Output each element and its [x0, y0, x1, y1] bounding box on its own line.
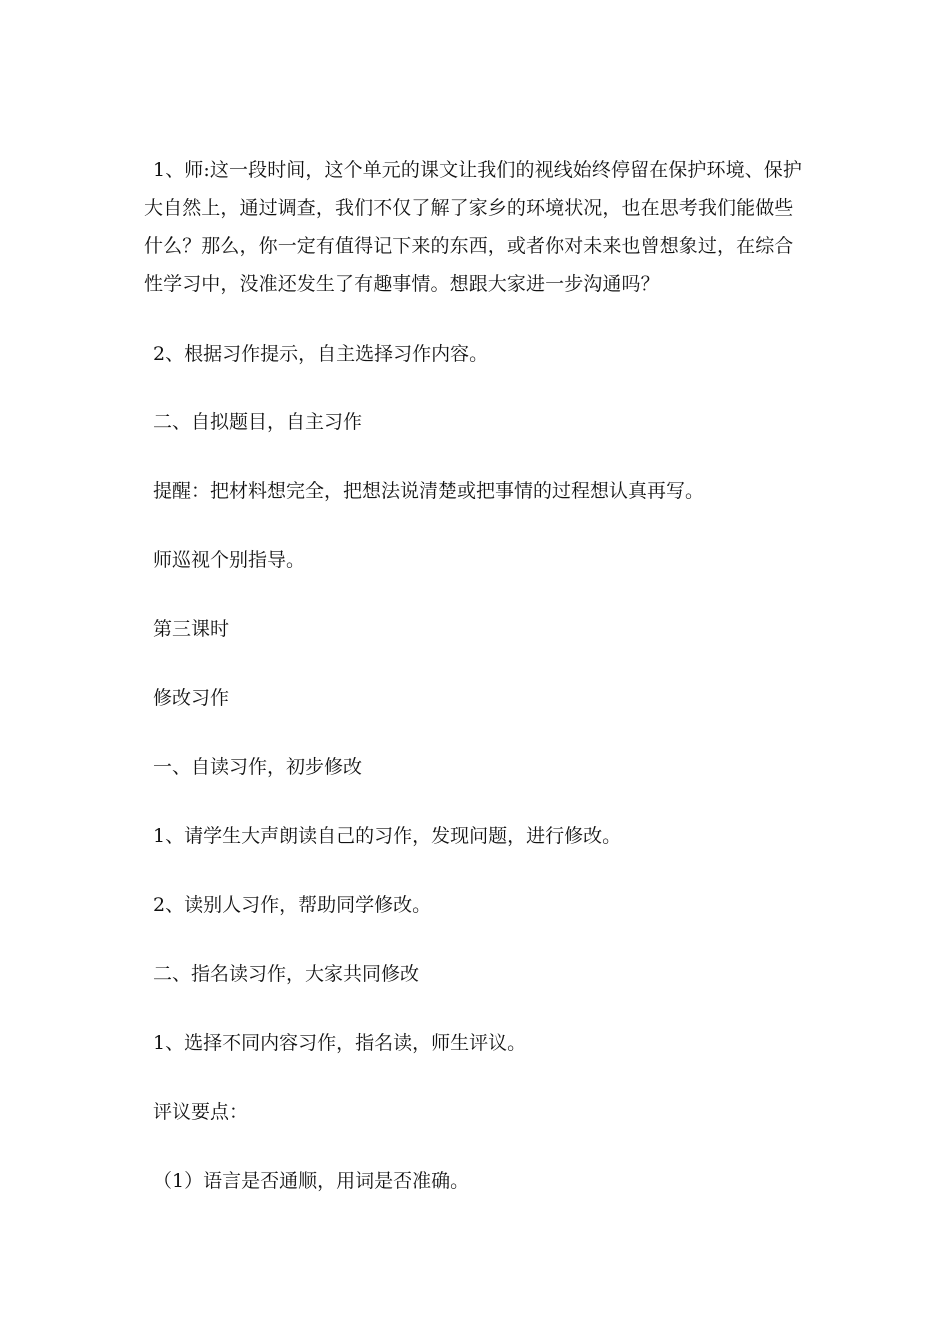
step-read-aloud: 1、请学生大声朗读自己的习作，发现问题，进行修改。 [153, 825, 622, 847]
section-heading-write: 二、自拟题目，自主习作 [153, 411, 363, 433]
evaluation-point-1: （1）语言是否通顺，用词是否准确。 [153, 1170, 470, 1192]
step-select-content: 2、根据习作提示，自主选择习作内容。 [153, 343, 489, 365]
step-peer-review: 2、读别人习作，帮助同学修改。 [153, 894, 432, 916]
paragraph-line: 1、师:这一段时间，这个单元的课文让我们的视线始终停留在保护环境、保护 [153, 159, 802, 181]
evaluation-points-heading: 评议要点： [153, 1101, 249, 1123]
reminder-text: 提醒：把材料想完全，把想法说清楚或把事情的过程想认真再写。 [153, 480, 705, 502]
step-select-read: 1、选择不同内容习作，指名读，师生评议。 [153, 1032, 527, 1054]
lesson-subtitle: 修改习作 [153, 687, 230, 709]
paragraph-line: 大自然上，通过调查，我们不仅了解了家乡的环境状况，也在思考我们能做些 [144, 197, 794, 219]
teacher-guidance: 师巡视个别指导。 [153, 549, 306, 571]
paragraph-line: 什么？那么，你一定有值得记下来的东西，或者你对未来也曾想象过，在综合 [144, 235, 794, 257]
section-heading-group-revise: 二、指名读习作，大家共同修改 [153, 963, 420, 985]
paragraph-line: 性学习中，没准还发生了有趣事情。想跟大家进一步沟通吗？ [144, 273, 660, 295]
section-heading-self-read: 一、自读习作，初步修改 [153, 756, 363, 778]
lesson-heading: 第三课时 [153, 618, 230, 640]
intro-paragraph [144, 151, 824, 303]
